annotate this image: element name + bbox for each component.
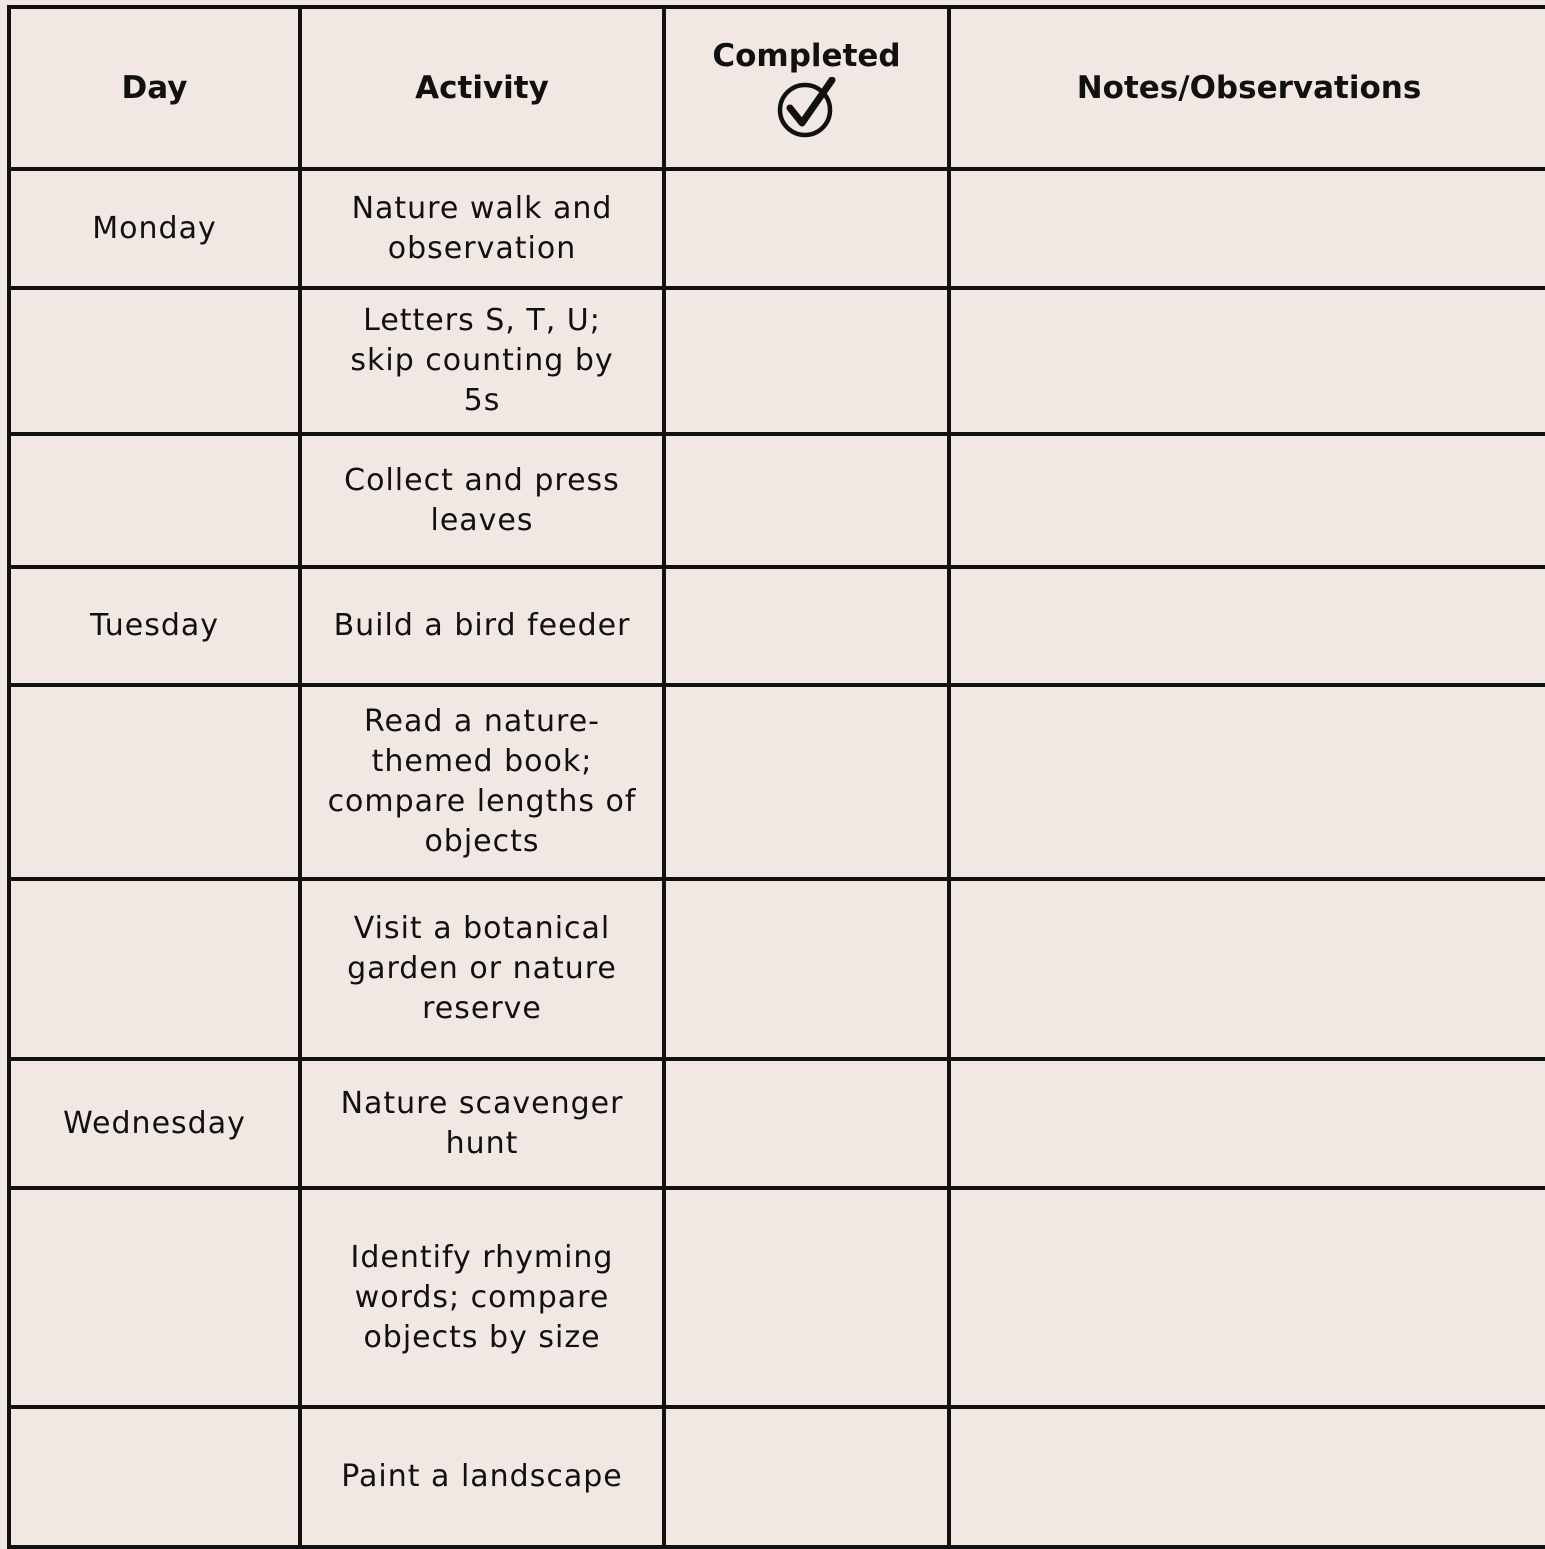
completed-cell[interactable]: [664, 567, 949, 685]
day-cell: Tuesday: [9, 567, 300, 685]
activity-text: Paint a landscape: [341, 1459, 623, 1494]
activity-cell: [300, 434, 664, 567]
activity-text: Nature scavenger hunt: [340, 1085, 624, 1161]
notes-cell[interactable]: [949, 169, 1545, 288]
activity-text: Visit a botanical garden or nature reserve: [347, 911, 617, 1026]
day-cell: [9, 434, 300, 567]
activity-cell: [300, 288, 664, 434]
day-cell: Wednesday: [9, 1059, 300, 1188]
activity-text: Identify rhyming words; compare objects by size: [350, 1239, 614, 1355]
table-row: [9, 685, 1545, 879]
header-day: Day: [9, 7, 300, 169]
header-completed-content: [666, 37, 947, 139]
notes-cell[interactable]: [949, 1407, 1545, 1547]
activity-cell: [300, 685, 664, 879]
notes-cell[interactable]: [949, 685, 1545, 879]
header-completed: [664, 7, 949, 169]
header-notes: Notes/Observations: [949, 7, 1545, 169]
activity-cell: [300, 1188, 664, 1407]
table-row: [9, 1188, 1545, 1407]
notes-cell[interactable]: [949, 879, 1545, 1059]
header-row: [9, 7, 1545, 169]
activity-text: Read a nature-themed book; compare lengths of objects: [327, 704, 637, 859]
notes-cell[interactable]: [949, 567, 1545, 685]
header-completed-label: Completed: [712, 38, 901, 74]
day-cell: [9, 288, 300, 434]
day-cell: [9, 1407, 300, 1547]
activity-text: Nature walk and observation: [351, 190, 613, 266]
activity-cell: [300, 567, 664, 685]
notes-cell[interactable]: [949, 434, 1545, 567]
notes-cell[interactable]: [949, 1059, 1545, 1188]
table-row: [9, 567, 1545, 685]
day-cell: [9, 879, 300, 1059]
activity-cell: [300, 879, 664, 1059]
table-row: [9, 879, 1545, 1059]
completed-cell[interactable]: [664, 879, 949, 1059]
activity-text: Build a bird feeder: [333, 608, 631, 643]
activity-tracker-table: [7, 5, 1545, 1549]
completed-cell[interactable]: [664, 1407, 949, 1547]
table-row: [9, 1059, 1545, 1188]
day-cell: [9, 1188, 300, 1407]
completed-cell[interactable]: [664, 288, 949, 434]
table-row: [9, 169, 1545, 288]
activity-cell: [300, 1407, 664, 1547]
notes-cell[interactable]: [949, 1188, 1545, 1407]
header-activity: Activity: [300, 7, 664, 169]
activity-text: Letters S, T, U; skip counting by 5s: [350, 303, 614, 418]
checkmark-circle-icon: [776, 77, 838, 139]
day-cell: [9, 685, 300, 879]
completed-cell[interactable]: [664, 1188, 949, 1407]
table-row: [9, 1407, 1545, 1547]
table-row: [9, 434, 1545, 567]
activity-cell: [300, 1059, 664, 1188]
day-cell: Monday: [9, 169, 300, 288]
notes-cell[interactable]: [949, 288, 1545, 434]
table-row: [9, 288, 1545, 434]
completed-cell[interactable]: [664, 1059, 949, 1188]
activity-text: Collect and press leaves: [344, 462, 620, 538]
completed-cell[interactable]: [664, 685, 949, 879]
activity-cell: [300, 169, 664, 288]
completed-cell[interactable]: [664, 434, 949, 567]
completed-cell[interactable]: [664, 169, 949, 288]
